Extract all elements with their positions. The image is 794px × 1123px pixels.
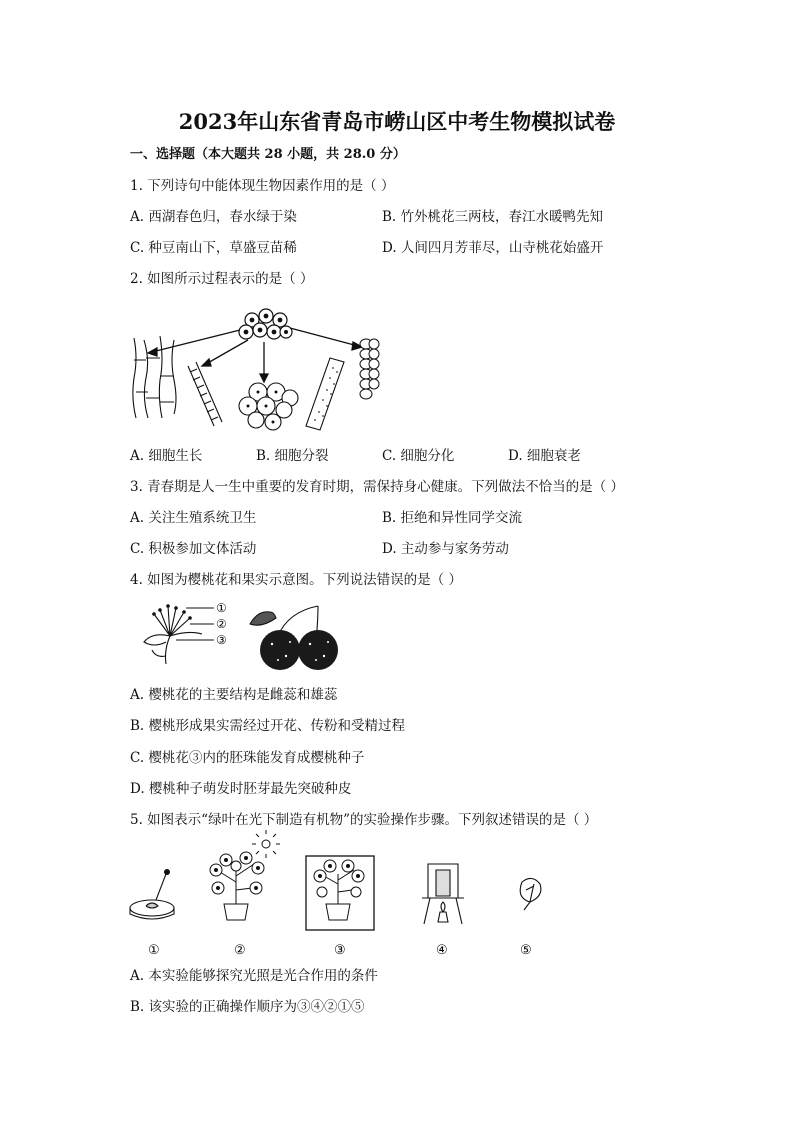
cherry-flower-fruit-figure <box>130 598 340 672</box>
q3-option-b: B. 拒绝和异性同学交流 <box>382 510 523 526</box>
q2-option-b: B. 细胞分裂 <box>256 448 329 464</box>
step-label-2: ② <box>234 943 246 958</box>
q4-option-b: B. 樱桃形成果实需经过开花、传粉和受精过程 <box>130 718 406 734</box>
flower-label-1: ① <box>216 601 227 615</box>
step-label-4: ④ <box>436 943 448 958</box>
q4-stem: 4. 如图为樱桃花和果实示意图。下列说法错误的是（ ） <box>130 572 462 588</box>
step-label-1: ① <box>148 943 160 958</box>
q3-option-d: D. 主动参与家务劳动 <box>382 541 509 557</box>
step-label-5: ⑤ <box>520 943 532 958</box>
q1-option-c: C. 种豆南山下，草盛豆苗稀 <box>130 240 297 256</box>
q2-option-a: A. 细胞生长 <box>130 448 203 464</box>
q2-option-c: C. 细胞分化 <box>382 448 455 464</box>
q2-option-d: D. 细胞衰老 <box>508 448 581 464</box>
q2-stem: 2. 如图所示过程表示的是（ ） <box>130 271 314 287</box>
flower-label-3: ③ <box>216 633 227 647</box>
page-title: 2023年山东省青岛市崂山区中考生物模拟试卷 <box>178 109 616 134</box>
q1-option-b: B. 竹外桃花三两枝，春江水暖鸭先知 <box>382 209 604 225</box>
q4-option-d: D. 樱桃种子萌发时胚芽最先突破种皮 <box>130 781 352 797</box>
q1-stem: 1. 下列诗句中能体现生物因素作用的是（ ） <box>130 178 395 194</box>
cell-differentiation-figure <box>130 300 390 435</box>
step-label-3: ③ <box>334 943 346 958</box>
q4-option-c: C. 樱桃花③内的胚珠能发育成樱桃种子 <box>130 750 365 766</box>
section-heading: 一、选择题（本大题共 28 小题，共 28.0 分） <box>130 147 406 162</box>
q3-option-a: A. 关注生殖系统卫生 <box>130 510 257 526</box>
q3-option-c: C. 积极参加文体活动 <box>130 541 257 557</box>
q5-option-b: B. 该实验的正确操作顺序为③④②①⑤ <box>130 999 365 1015</box>
q1-option-a: A. 西湖春色归，春水绿于染 <box>130 209 297 225</box>
q5-stem: 5. 如图表示“绿叶在光下制造有机物”的实验操作步骤。下列叙述错误的是（ ） <box>130 812 598 828</box>
q3-stem: 3. 青春期是人一生中重要的发育时期，需保持身心健康。下列做法不恰当的是（ ） <box>130 479 624 495</box>
q1-option-d: D. 人间四月芳菲尽，山寺桃花始盛开 <box>382 240 604 256</box>
photosynthesis-experiment-figure <box>126 830 566 960</box>
q4-option-a: A. 樱桃花的主要结构是雌蕊和雄蕊 <box>130 687 338 703</box>
q5-option-a: A. 本实验能够探究光照是光合作用的条件 <box>130 968 378 984</box>
flower-label-2: ② <box>216 617 227 631</box>
